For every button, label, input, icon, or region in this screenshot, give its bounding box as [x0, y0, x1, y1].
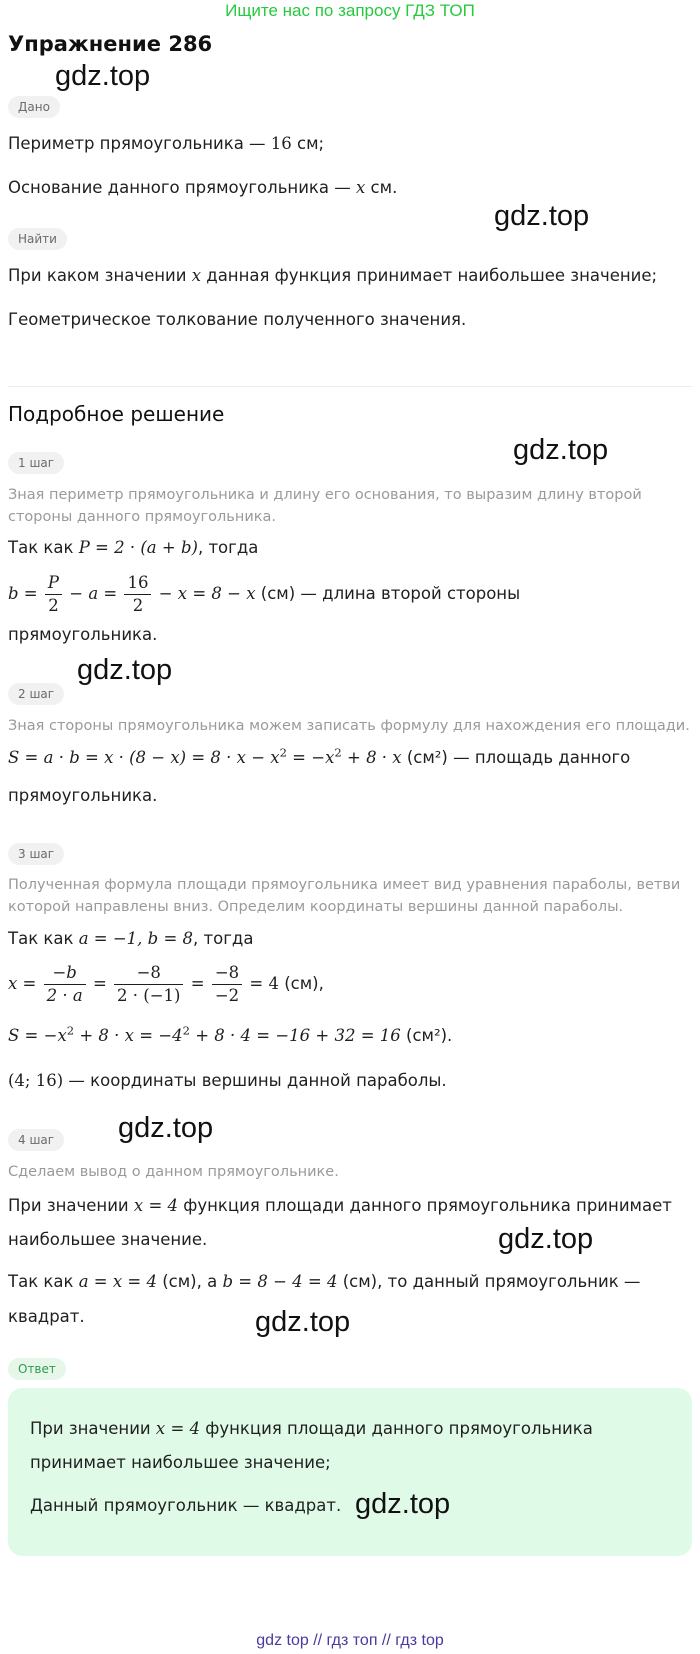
watermark: gdz.top — [513, 434, 609, 466]
given-base: Основание данного прямоугольника — x см. — [8, 178, 398, 197]
footer-links[interactable]: gdz top // гдз топ // гдз top — [256, 1632, 444, 1649]
step-line: Так как a = x = 4 (см), а b = 8 − 4 = 4 (см), то данный прямоугольник — — [8, 1272, 641, 1291]
step-line: прямоугольника. — [8, 786, 158, 805]
given-perimeter: Периметр прямоугольника — 16 см; — [8, 134, 325, 153]
find-question: При каком значении x данная функция принимает наибольшее значение; — [8, 266, 658, 285]
solution-title: Подробное решение — [8, 402, 225, 426]
watermark: gdz.top — [255, 1306, 351, 1338]
step-hint: которой направлены вниз. Определим координаты вершины данной параболы. — [8, 899, 624, 915]
step-formula: $S = a \cdot b = x \cdot (8 - x) = 8 \cdot x - x^2 = -x^2 + 8 \cdot x$ (см²) — площадь данного — [8, 745, 631, 767]
watermark: gdz.top — [355, 1488, 451, 1520]
step-formula: x = $\frac{-b}{2 \cdot a}$ = $\frac{-8}{2 \cdot (-1)}$ = $\frac{-8}{-2}$ = 4 (см), — [8, 963, 324, 1005]
search-banner[interactable]: Ищите нас по запросу ГДЗ ТОП — [225, 1, 475, 20]
watermark: gdz.top — [55, 60, 151, 92]
step-hint: Полученная формула площади прямоугольника имеет вид уравнения параболы, ветви — [8, 877, 681, 893]
step-formula: $S = -x^2 + 8 \cdot x = -4^2 + 8 \cdot 4 = -16 + 32 = 16$ (см²). — [8, 1023, 453, 1045]
watermark: gdz.top — [77, 654, 173, 686]
find-geometric: Геометрическое толкование полученного значения. — [8, 310, 467, 329]
watermark: gdz.top — [494, 200, 590, 232]
step-line: Так как a = −1, b = 8, тогда — [8, 929, 254, 948]
watermark: gdz.top — [118, 1112, 214, 1144]
find-badge: Найти — [8, 228, 67, 250]
step-line: квадрат. — [8, 1307, 85, 1326]
answer-badge: Ответ — [8, 1358, 66, 1380]
step-badge: 2 шаг — [8, 683, 64, 705]
watermark: gdz.top — [498, 1223, 594, 1255]
answer-line: При значении x = 4 функция площади данного прямоугольника — [30, 1419, 593, 1438]
step-hint: стороны данного прямоугольника. — [8, 509, 277, 525]
step-badge: 3 шаг — [8, 843, 64, 865]
step-formula: b = $\frac{P}{2}$ − a = $\frac{16}{2}$ − x = 8 − x (см) — длина второй стороны — [8, 573, 521, 615]
given-badge: Дано — [8, 96, 60, 118]
answer-line: принимает наибольшее значение; — [30, 1453, 331, 1472]
step-hint: Зная стороны прямоугольника можем записать формулу для нахождения его площади. — [8, 718, 690, 734]
step-hint: Зная периметр прямоугольника и длину его основания, то выразим длину второй — [8, 487, 642, 503]
step-line: При значении x = 4 функция площади данного прямоугольника принимает — [8, 1196, 672, 1215]
step-badge: 1 шаг — [8, 452, 64, 474]
step-line: прямоугольника. — [8, 625, 158, 644]
page-title: Упражнение 286 — [8, 32, 213, 56]
step-line: (4; 16) — координаты вершины данной параболы. — [8, 1071, 447, 1090]
step-hint: Сделаем вывод о данном прямоугольнике. — [8, 1164, 339, 1180]
step-line: Так как P = 2 · (a + b), тогда — [8, 538, 259, 557]
answer-box — [8, 1388, 692, 1556]
divider — [8, 386, 692, 387]
answer-line: Данный прямоугольник — квадрат. — [30, 1496, 342, 1515]
step-badge: 4 шаг — [8, 1129, 64, 1151]
step-line: наибольшее значение. — [8, 1230, 208, 1249]
